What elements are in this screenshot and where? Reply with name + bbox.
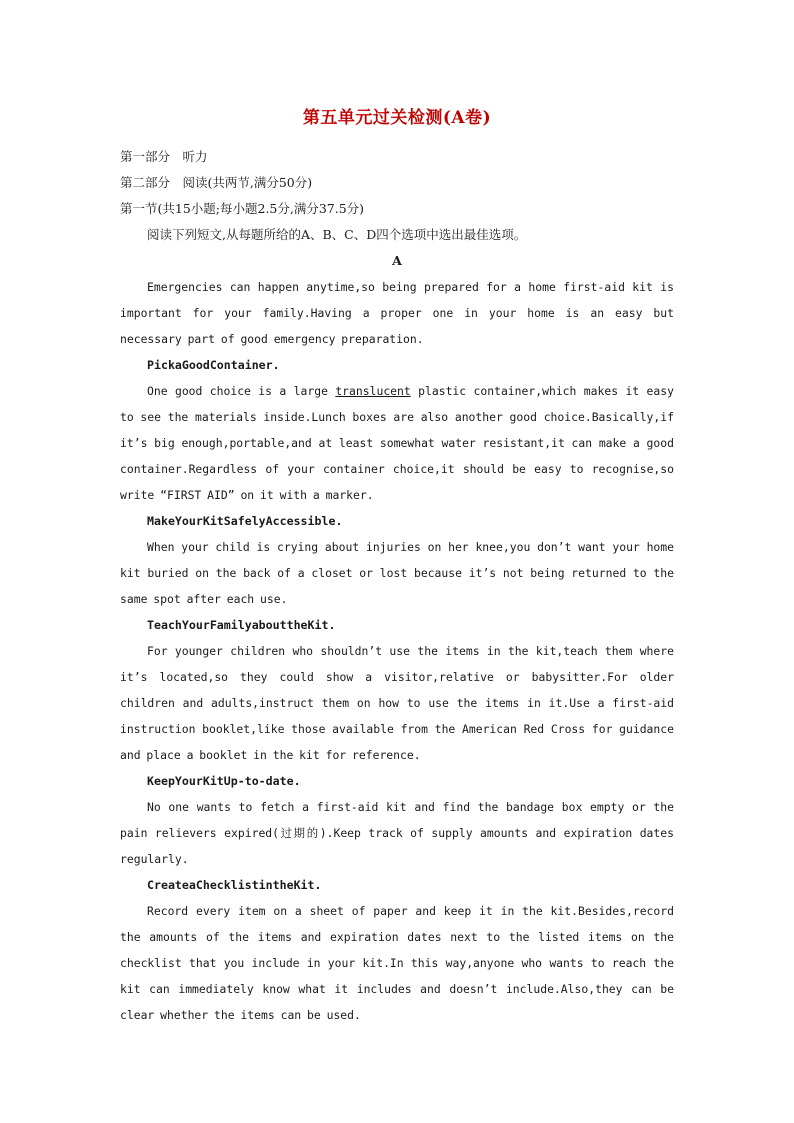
section-paragraph-checklist: Record every item on a sheet of paper and keep it in the kit.Besides,record the amounts of the items and expiration dates next to the listed items on the checklist that you include in your kit.In this way,anyone who wants to reach the kit can immediately know what it includes and doesn’t include.Also,they can be clear whether the items can be used. xyxy=(120,904,674,1022)
section-paragraph-container xyxy=(120,378,674,508)
document-page xyxy=(120,104,674,1028)
page-title: 第五单元过关检测(A卷) xyxy=(302,108,492,128)
underlined-word: translucent xyxy=(335,384,411,398)
section-heading-accessible: MakeYourKitSafelyAccessible. xyxy=(147,514,343,528)
section-heading-teach: TeachYourFamilyabouttheKit. xyxy=(147,618,336,632)
section-paragraph-update: No one wants to fetch a first-aid kit and find the bandage box empty or the pain relievers expired(过期的).Keep track of supply amounts and expiration dates regularly. xyxy=(120,800,674,866)
part-two-label: 第二部分 阅读(共两节,满分50分) xyxy=(120,175,313,190)
passage-label: A xyxy=(392,253,402,268)
instruction-text: 阅读下列短文,从每题所给的A、B、C、D四个选项中选出最佳选项。 xyxy=(147,227,527,242)
part-one-label: 第一部分 听力 xyxy=(120,149,208,164)
paragraph-text: plastic container,which makes it easy to see the materials inside.Lunch boxes are also another good choice.Basically,if it’s big enough,portable,and at least somewhat water resistant,it can make a good container.Regardless of your container choice,it should be easy to recognise,so write “FIRST AID” on it with a marker. xyxy=(120,384,674,502)
section-heading-update: KeepYourKitUp-to-date. xyxy=(147,774,301,788)
section-heading-container: PickaGoodContainer. xyxy=(147,358,280,372)
section-paragraph-accessible: When your child is crying about injuries on her knee,you don’t want your home kit buried on the back of a closet or lost because it’s not being returned to the same spot after each use. xyxy=(120,540,674,606)
paragraph-text: One good choice is a large xyxy=(147,384,336,398)
section-one-label: 第一节(共15小题;每小题2.5分,满分37.5分) xyxy=(120,201,365,216)
section-paragraph-teach: For younger children who shouldn’t use the items in the kit,teach them where it’s located,so they could show a visitor,relative or babysitter.For older children and adults,instruct them on how to use the items in it.Use a first-aid instruction booklet,like those available from the American Red Cross for guidance and place a booklet in the kit for reference. xyxy=(120,644,674,762)
intro-paragraph: Emergencies can happen anytime,so being prepared for a home first-aid kit is important for your family.Having a proper one in your home is an easy but necessary part of good emergency preparation. xyxy=(120,280,674,346)
section-heading-checklist: CreateaChecklistintheKit. xyxy=(147,878,322,892)
